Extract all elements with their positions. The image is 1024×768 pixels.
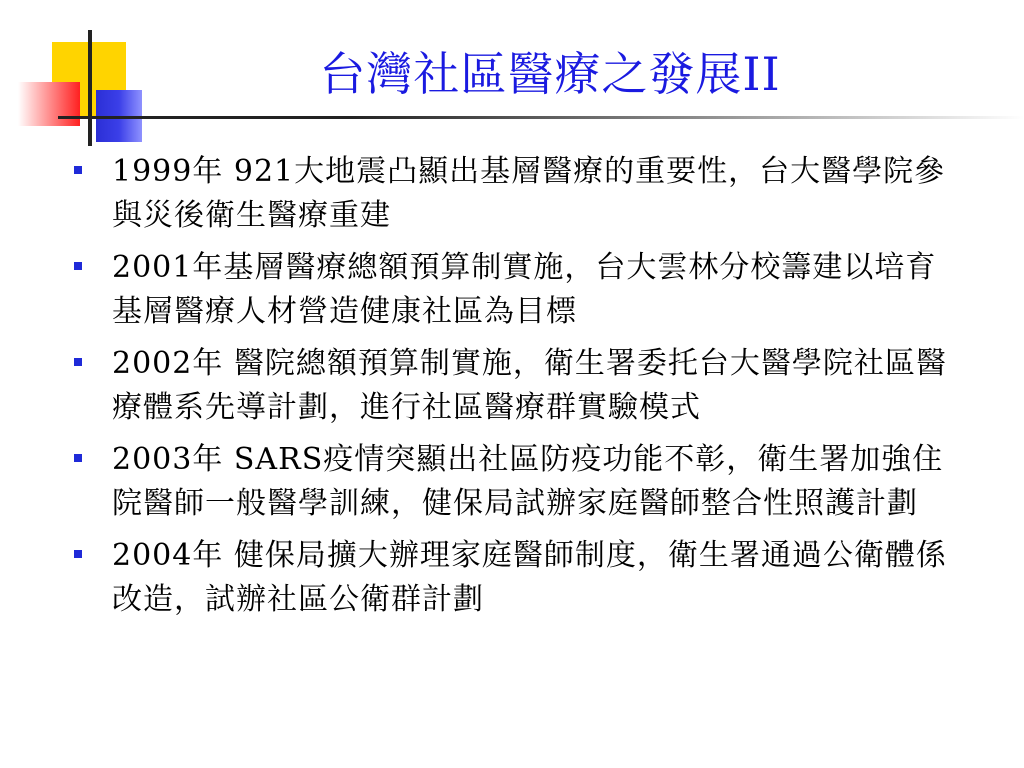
slide-title: 台灣社區醫療之發展II <box>319 47 781 101</box>
list-item-text: 2001年基層醫療總額預算制實施，台大雲林分校籌建以培育基層醫療人材營造健康社區為目標 <box>112 250 937 329</box>
list-item <box>72 342 952 430</box>
square-bullet-icon <box>74 550 82 558</box>
square-bullet-icon <box>74 358 82 366</box>
decor-vertical-line <box>88 30 92 146</box>
title-underline <box>58 116 1024 119</box>
square-bullet-icon <box>74 262 82 270</box>
square-bullet-icon <box>74 166 82 174</box>
list-item-text: 2003年 SARS疫情突顯出社區防疫功能不彰，衛生署加強住院醫師一般醫學訓練，健保局試辦家庭醫師整合性照護計劃 <box>112 442 944 521</box>
list-item <box>72 246 952 334</box>
list-item-text: 1999年 921大地震凸顯出基層醫療的重要性，台大醫學院參與災後衛生醫療重建 <box>112 154 946 233</box>
list-item-text: 2002年 醫院總額預算制實施，衛生署委托台大醫學院社區醫療體系先導計劃，進行社區醫療群實驗模式 <box>112 346 947 425</box>
list-item-text: 2004年 健保局擴大辦理家庭醫師制度，衛生署通過公衛體係改造，試辦社區公衛群計劃 <box>112 538 947 617</box>
square-bullet-icon <box>74 454 82 462</box>
list-item <box>72 438 952 526</box>
decor-red-gradient-bar <box>18 82 80 126</box>
list-item <box>72 150 952 238</box>
list-item <box>72 534 952 622</box>
bullet-list <box>72 150 952 630</box>
